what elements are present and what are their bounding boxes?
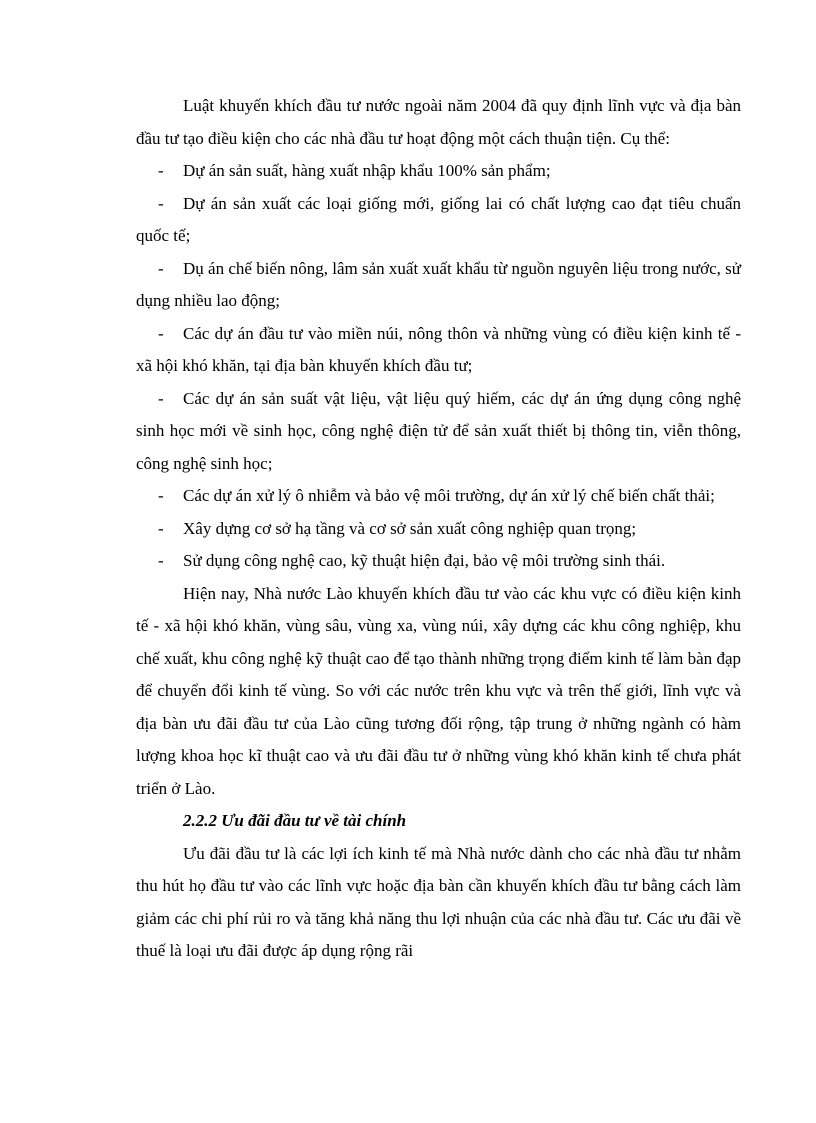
list-item: - Dự án sản xuất các loại giống mới, giống lai có chất lượng cao đạt tiêu chuẩn quốc tế;	[136, 188, 741, 253]
section-heading: 2.2.2 Ưu đãi đầu tư về tài chính	[183, 811, 407, 830]
list-item: - Xây dựng cơ sở hạ tầng và cơ sở sản xuất công nghiệp quan trọng;	[136, 513, 741, 546]
bullet-list	[136, 155, 741, 578]
bullet-marker: -	[158, 193, 164, 213]
list-item: - Các dự án đầu tư vào miền núi, nông thôn và những vùng có điều kiện kinh tế - xã hội khó khăn, tại địa bàn khuyến khích đầu tư;	[136, 318, 741, 383]
bullet-marker: -	[158, 486, 164, 505]
list-item: - Các dự án sản suất vật liệu, vật liệu quý hiếm, các dự án ứng dụng công nghệ sinh học mới về sinh học, công nghệ điện tử để sản xuất thiết bị thông tin, viễn thông, công nghệ sinh học;	[136, 383, 741, 481]
list-item: - Sử dụng công nghệ cao, kỹ thuật hiện đại, bảo vệ môi trường sinh thái.	[136, 545, 741, 578]
body-paragraph: Hiện nay, Nhà nước Lào khuyến khích đầu tư vào các khu vực có điều kiện kinh tế - xã hội khó khăn, vùng sâu, vùng xa, vùng núi, xây dựng các khu công nghiệp, khu chế xuất, khu công nghệ kỹ thuật cao để tạo thành những trọng điểm kinh tế làm bàn đạp để chuyển đổi kinh tế vùng. So với các nước trên khu vực và trên thế giới, lĩnh vực và địa bàn ưu đãi đầu tư của Lào cũng tương đối rộng, tập trung ở những ngành có hàm lượng khoa học kĩ thuật cao và ưu đãi đầu tư ở những vùng khó khăn kinh tế chưa phát triển ở Lào.	[136, 583, 741, 798]
body-paragraph: Ưu đãi đầu tư là các lợi ích kinh tế mà Nhà nước dành cho các nhà đầu tư nhằm thu hút họ đầu tư vào các lĩnh vực hoặc địa bàn cần khuyến khích đầu tư bằng cách làm giảm các chi phí rủi ro và tăng khả năng thu lợi nhuận của các nhà đầu tư. Các ưu đãi về thuế là loại ưu đãi được áp dụng rộng rãi	[136, 843, 741, 960]
list-item: - Dự án sản suất, hàng xuất nhập khẩu 100% sản phẩm;	[136, 155, 741, 188]
bullet-marker: -	[158, 323, 164, 343]
bullet-marker: -	[158, 258, 164, 278]
bullet-marker: -	[158, 161, 164, 180]
intro-paragraph: Luật khuyến khích đầu tư nước ngoài năm 2004 đã quy định lĩnh vực và địa bàn đầu tư tạo điều kiện cho các nhà đầu tư hoạt động một cách thuận tiện. Cụ thể:	[136, 96, 741, 148]
list-item: - Các dự án xử lý ô nhiễm và bảo vệ môi trường, dự án xử lý chế biến chất thải;	[136, 480, 741, 513]
list-item: - Dụ án chế biến nông, lâm sản xuất xuất khẩu từ nguồn nguyên liệu trong nước, sử dụng nhiều lao động;	[136, 253, 741, 318]
bullet-marker: -	[158, 518, 164, 538]
bullet-marker: -	[158, 388, 164, 408]
bullet-marker: -	[158, 551, 164, 570]
